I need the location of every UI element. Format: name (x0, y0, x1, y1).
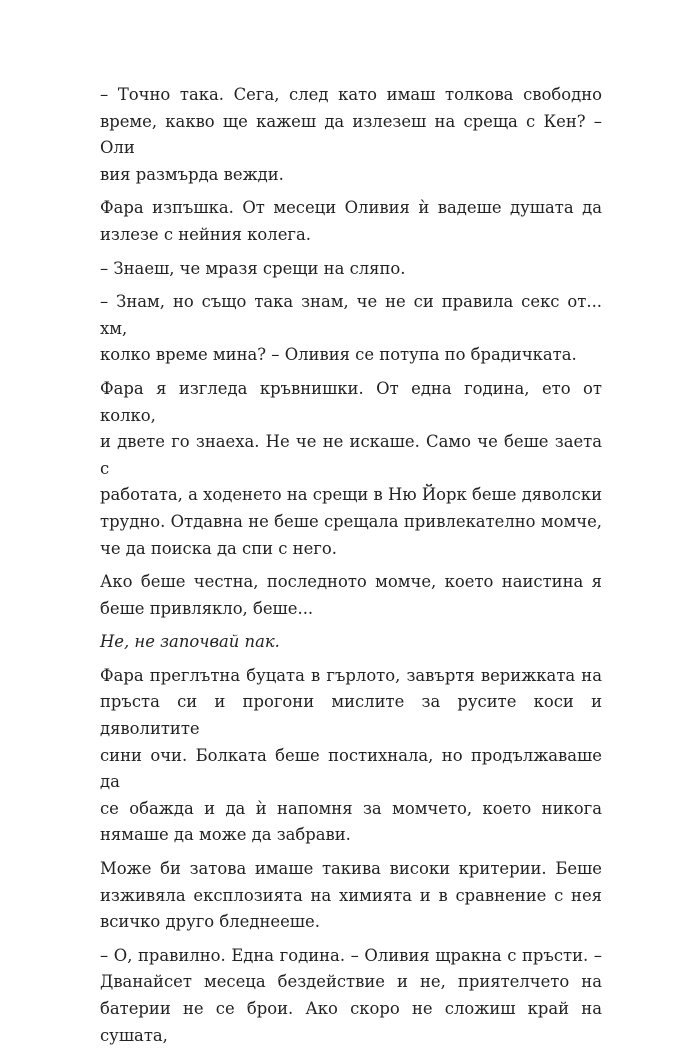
text-line: излезе с нейния колега. (100, 224, 311, 244)
paragraph (100, 82, 602, 188)
paragraph (100, 663, 602, 849)
text-line: Фара изпъшка. От месеци Оливия ѝ вадеше душата да (100, 198, 602, 218)
text-line: пръста си и прогони мислите за русите коси и дяволитите (100, 692, 602, 739)
text-line: трудно. Отдавна не беше срещала привлекателно момче, (100, 511, 602, 531)
paragraph (100, 376, 602, 562)
paragraph (100, 195, 602, 248)
text-line: – Знам, но също така знам, че не си правила секс от... хм, (100, 292, 602, 338)
paragraph (100, 289, 602, 369)
text-line: Дванайсет месеца бездействие и не, приятелчето на (100, 972, 602, 992)
italic-paragraph (100, 629, 602, 656)
text-line: нямаше да може да забрави. (100, 825, 351, 845)
text-line: време, какво ще кажеш да излезеш на среща с Кен? – Оли (100, 111, 602, 158)
text-line: Фара преглътна буцата в гърлото, завъртя верижката на (100, 665, 602, 685)
paragraph (100, 569, 602, 622)
text-line: Ако беше честна, последното момче, което наистина я (100, 572, 602, 592)
paragraph (100, 856, 602, 936)
book-page-text (100, 82, 602, 1056)
paragraph (100, 256, 602, 283)
text-line: Не, не започвай пак. (100, 632, 280, 652)
paragraph (100, 943, 602, 1049)
text-line: беше привлякло, беше... (100, 598, 314, 618)
text-line: колко време мина? – Оливия се потупа по брадичката. (100, 345, 577, 365)
text-line: Може би затова имаше такива високи критерии. Беше (100, 859, 602, 879)
text-line: работата, а ходенето на срещи в Ню Йорк беше дяволски (100, 485, 602, 505)
text-line: се обажда и да ѝ напомня за момчето, което никога (100, 798, 602, 818)
text-line: батерии не се брои. Ако скоро не сложиш край на сушата, (100, 999, 602, 1045)
text-line: сини очи. Болката беше постихнала, но продължаваше да (100, 745, 602, 792)
text-line: – О, правилно. Една година. – Оливия щракна с пръсти. – (100, 945, 602, 965)
text-line: Фара я изгледа кръвнишки. От една година, ето от колко, (100, 378, 602, 425)
text-line: – Знаеш, че мразя срещи на сляпо. (100, 258, 406, 278)
text-line: вия размърда вежди. (100, 164, 284, 184)
text-line: че да поиска да спи с него. (100, 538, 337, 558)
text-line: всичко друго бледнееше. (100, 912, 320, 932)
text-line: – Точно така. Сега, след като имаш толкова свободно (100, 85, 602, 104)
text-line: изживяла експлозията на химията и в сравнение с нея (100, 885, 602, 905)
text-line: и двете го знаеха. Не че не искаше. Само че беше заета с (100, 432, 602, 478)
